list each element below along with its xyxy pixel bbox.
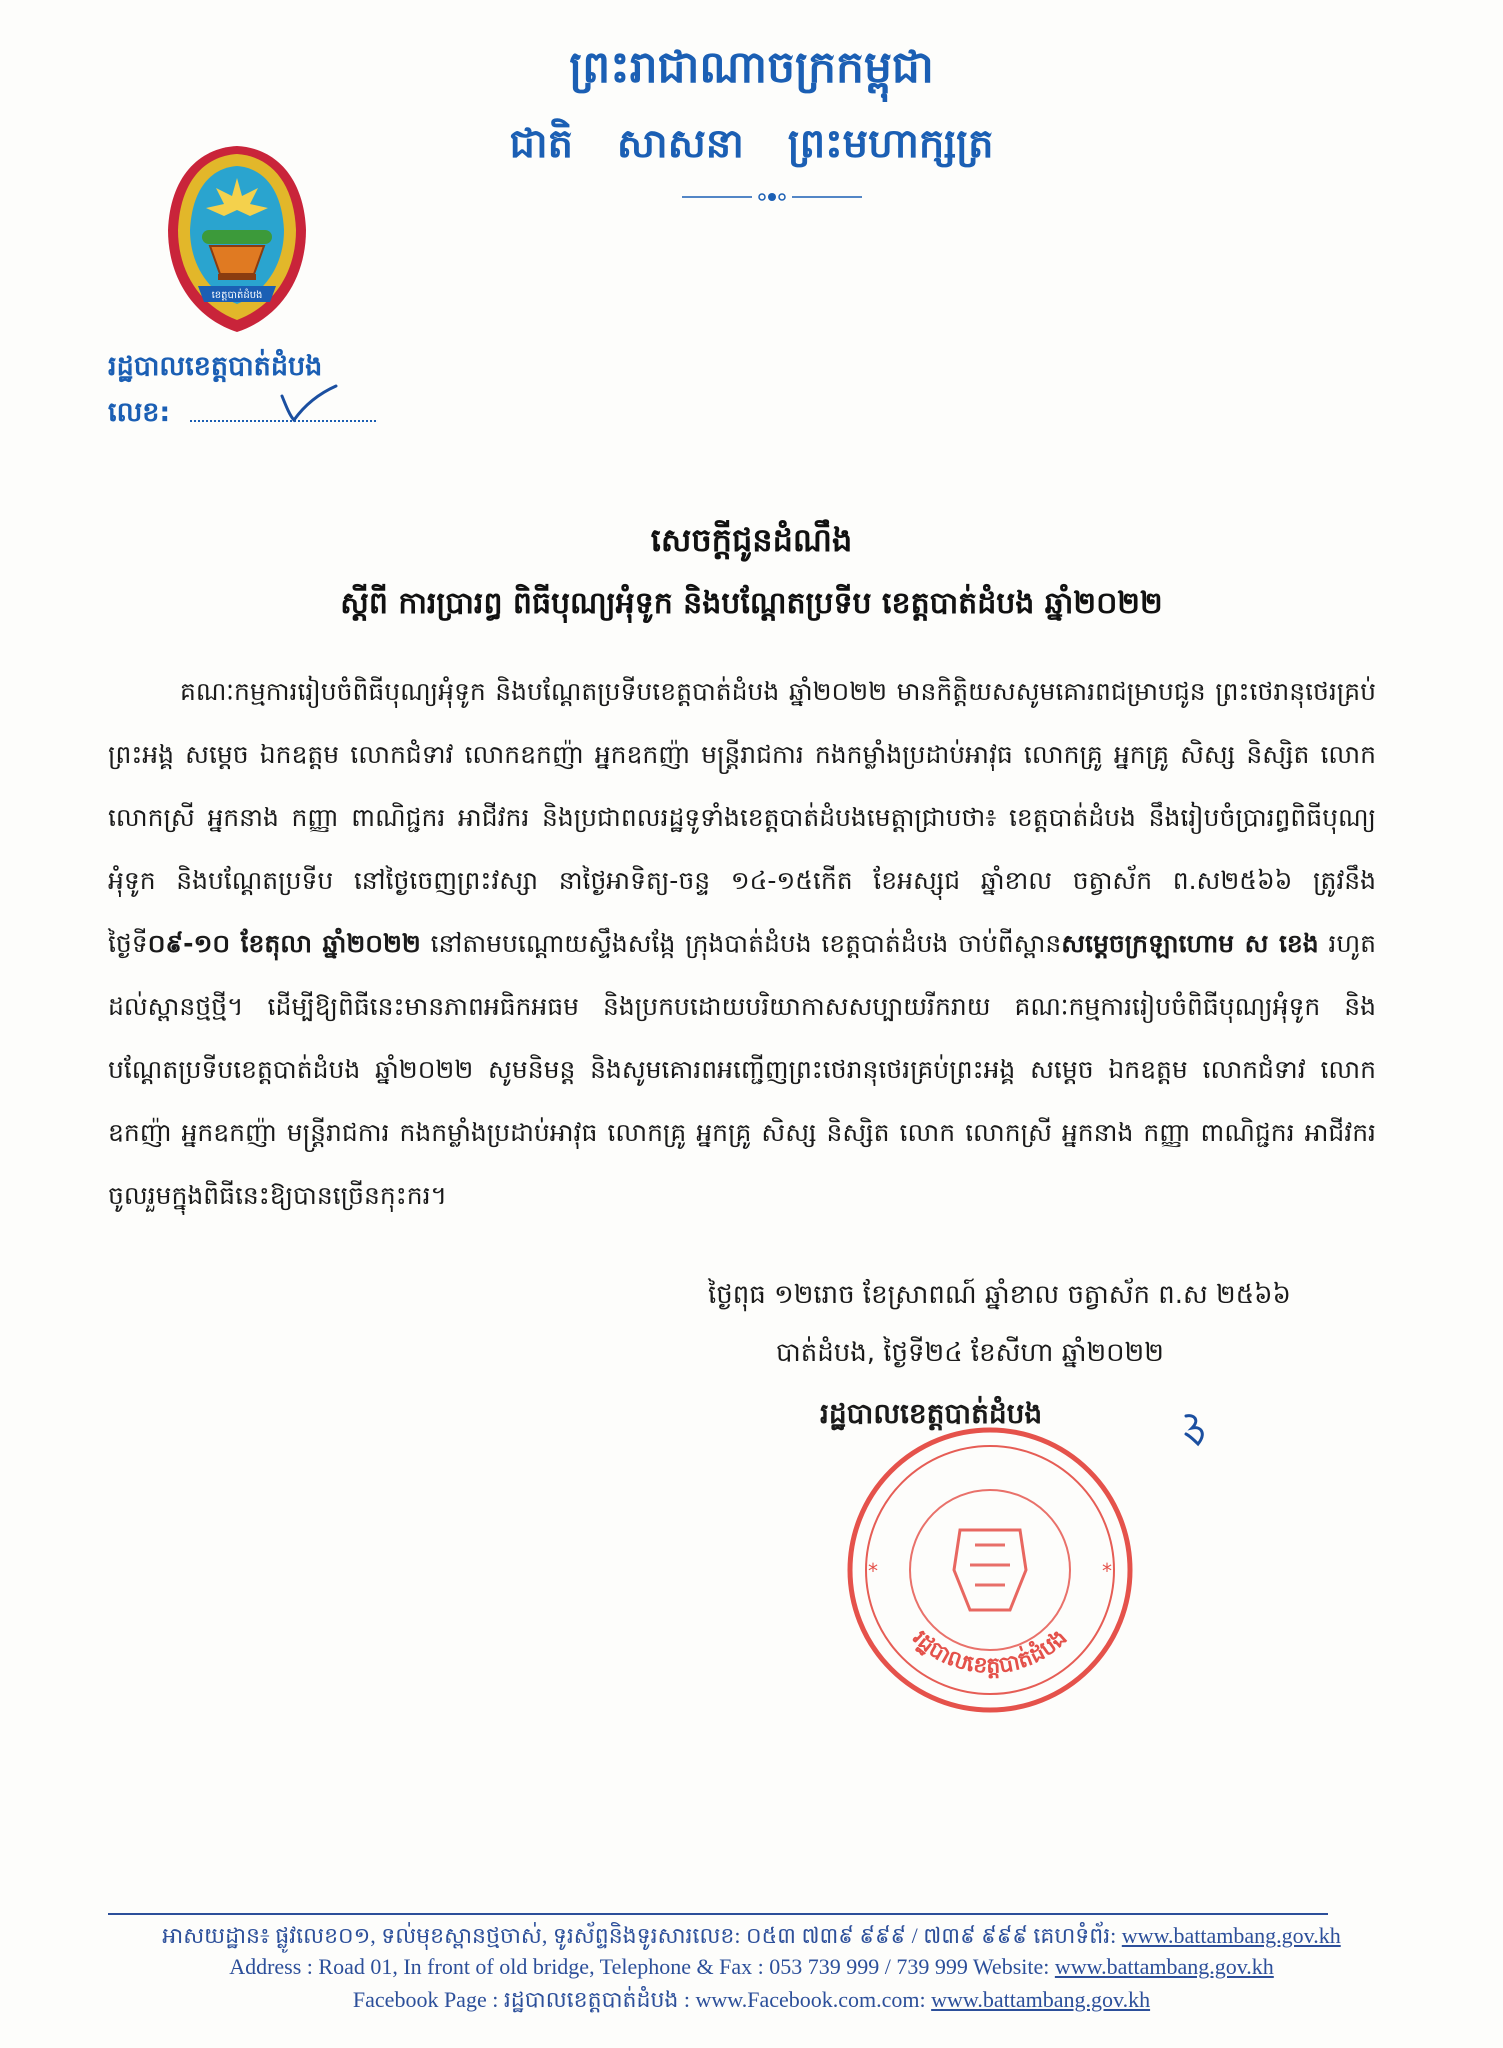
lunar-date: ថ្ងៃពុធ ១២រោច ខែស្រាពណ៍ ឆ្នាំខាល ចត្វាស័ក ព.ស ២៥៦៦ [708, 1280, 1291, 1310]
footer-website-link-fb[interactable]: www.battambang.gov.kh [931, 1987, 1151, 2012]
svg-text:*: * [868, 1559, 878, 1583]
footer-english-address [0, 1954, 1503, 1980]
reference-label: លេខ: [108, 397, 171, 428]
handwritten-check-icon [278, 384, 338, 424]
issuer-name: រដ្ឋបាលខេត្តបាត់ដំបង [108, 351, 323, 382]
body-text-part1: គណៈកម្មការរៀបចំពិធីបុណ្យអុំទូក និងបណ្តែតប្រទីបខេត្តបាត់ដំបង ឆ្នាំ២០២២ មានកិត្តិយសសូមគោរពជម្រាបជូន ព្រះថេរានុថេរគ្រប់ព្រះអង្គ សម្តេច ឯកឧត្តម លោកជំទាវ លោកឧកញ៉ា អ្នកឧកញ៉ា មន្ត្រីរាជការ កងកម្លាំងប្រដាប់អាវុធ លោកគ្រូ អ្នកគ្រូ សិស្ស និស្សិត លោក លោកស្រី អ្នកនាង កញ្ញា ពាណិជ្ជករ អាជីវករ និងប្រជាពលរដ្ឋទូទាំងខេត្តបាត់ដំបងមេត្តាជ្រាបថា៖ ខេត្តបាត់ដំបង នឹងរៀបចំប្រារព្ធពិធីបុណ្យអុំទូក និងបណ្តែតប្រទីប នៅថ្ងៃចេញព្រះវស្សា នាថ្ងៃអាទិត្យ-ចន្ទ ១៤-១៥កើត ខែអស្សុជ ឆ្នាំខាល ចត្វាស័ក ព.ស២៥៦៦ ត្រូវនឹងថ្ងៃទី [108, 677, 1376, 958]
footer-website-link-en[interactable]: www.battambang.gov.kh [1054, 1954, 1274, 1979]
seal-text: រដ្ឋបាលខេត្តបាត់ដំបង [907, 1625, 1073, 1680]
body-text-part3: រហូតដល់ស្ពានថ្មថ្មី។ ដើម្បីឱ្យពិធីនេះមានភាពអធិកអធម និងប្រកបដោយបរិយាកាសសប្បាយរីករាយ គណៈកម្មការរៀបចំពិធីបុណ្យអុំទូក និងបណ្តែតប្រទីបខេត្តបាត់ដំបង ឆ្នាំ២០២២ សូមនិមន្ត និងសូមគោរពអញ្ជើញព្រះថេរានុថេរគ្រប់ព្រះអង្គ សម្តេច ឯកឧត្តម លោកជំទាវ លោកឧកញ៉ា អ្នកឧកញ៉ា មន្ត្រីរាជការ កងកម្លាំងប្រដាប់អាវុធ លោកគ្រូ អ្នកគ្រូ សិស្ស និស្សិត លោក លោកស្រី អ្នកនាង កញ្ញា ពាណិជ្ជករ អាជីវករ ចូលរួមក្នុងពិធីនេះឱ្យបានច្រើនកុះករ។ [108, 929, 1377, 1210]
footer-khmer-address-text: អាសយដ្ឋាន៖ ផ្លូវលេខ០១, ទល់មុខស្ពានថ្មចាស់, ទូរស័ព្ទនិងទូរសារលេខ: ០៥៣ ៧៣៩ ៩៩៩ / ៧៣៩ ៩៩៩ គេហទំព័រ: [162, 1923, 1122, 1948]
official-seal-icon [840, 1420, 1140, 1720]
document-subtitle: ស្តីពី ការប្រារព្ធ ពិធីបុណ្យអុំទូក និងបណ្តែតប្រទីប ខេត្តបាត់ដំបង ឆ្នាំ២០២២ [340, 586, 1163, 621]
footer-divider [108, 1913, 1328, 1915]
body-paragraph [108, 660, 1376, 1227]
footer-facebook [0, 1986, 1503, 2018]
battambang-emblem-icon [158, 138, 316, 338]
body-bold-bridge: សម្តេចក្រឡាហោម ស ខេង [1061, 929, 1319, 958]
signatory-organization: រដ្ឋបាលខេត្តបាត់ដំបង [820, 1397, 1043, 1430]
kingdom-heading: ព្រះរាជាណាចក្រកម្ពុជា [569, 42, 934, 93]
body-bold-date: ០៩-១០ ខែតុលា ឆ្នាំ២០២២ [147, 929, 421, 958]
ornament-divider-icon [682, 190, 862, 204]
footer-khmer-address [0, 1922, 1503, 1954]
footer-facebook-text: Facebook Page : រដ្ឋបាលខេត្តបាត់ដំបង : www.Facebook.com.com: [352, 1987, 932, 2012]
footer-website-link-km[interactable]: www.battambang.gov.kh [1121, 1923, 1341, 1948]
place-and-date: បាត់ដំបង, ថ្ងៃទី២៤ ខែសីហា ឆ្នាំ២០២២ [776, 1338, 1164, 1368]
footer-english-address-text: Address : Road 01, In front of old bridge, Telephone & Fax : 053 739 999 / 739 999 Website: [229, 1954, 1055, 1979]
body-text-part2: នៅតាមបណ្តោយស្ទឹងសង្កែ ក្រុងបាត់ដំបង ខេត្តបាត់ដំបង ចាប់ពីស្ពាន [420, 929, 1062, 958]
emblem-caption: ខេត្តបាត់ដំបង [211, 290, 263, 301]
national-motto: ជាតិ សាសនា ព្រះមហាក្សត្រ [509, 121, 994, 167]
signature-icon [1180, 1410, 1216, 1450]
svg-text:រដ្ឋបាលខេត្តបាត់ដំបង [908, 1625, 1073, 1679]
document-title: សេចក្តីជូនដំណឹង [650, 521, 853, 559]
svg-text:*: * [1102, 1559, 1112, 1583]
